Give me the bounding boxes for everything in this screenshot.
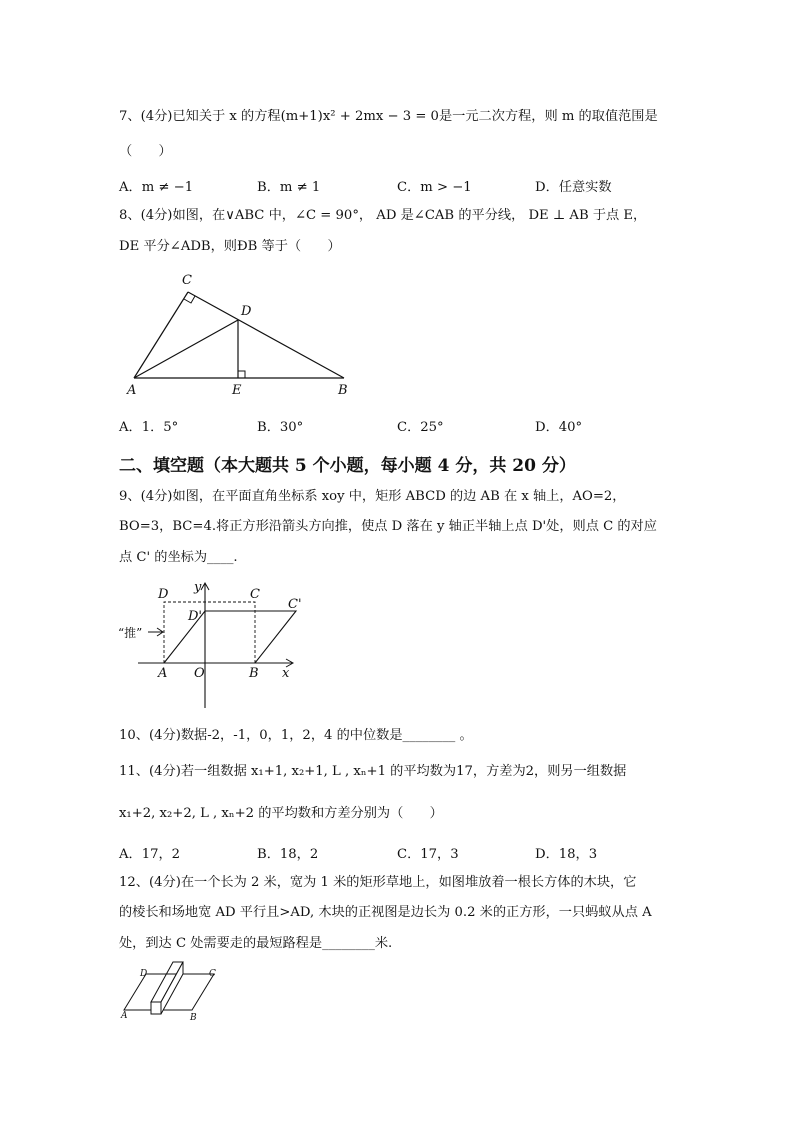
q12-label-c: C <box>209 969 216 979</box>
q12-label-d: D <box>140 969 148 979</box>
q12-block-side <box>161 962 183 1014</box>
q8-label-d: D <box>241 304 252 319</box>
q12-label-b: B <box>190 1013 197 1023</box>
q12-wooden-block-figure <box>118 958 228 1022</box>
q9-label-d-prime: D' <box>188 609 202 624</box>
q12-stem-line2: 的棱长和场地宽 AD 平行且>AD, 木块的正视图是边长为 0.2 米的正方形，一只蚂蚁从点 A <box>119 905 652 920</box>
q8-option-a[interactable]: A．1．5° <box>119 420 179 435</box>
q12-label-a: A <box>121 1011 128 1021</box>
q10-stem-line1: 10、(4分)数据-2，-1，0，1，2，4 的中位数是________ 。 <box>119 728 473 743</box>
q11-option-d[interactable]: D．18，3 <box>535 847 598 862</box>
q9-label-c-prime: C' <box>288 597 302 612</box>
q7-option-c[interactable]: C．m > −1 <box>397 180 472 195</box>
q7-stem-line1: 7、(4分)已知关于 x 的方程(m+1)x² + 2mx − 3 = 0是一元二次方程，则 m 的取值范围是 <box>119 109 658 124</box>
q11-option-b[interactable]: B．18，2 <box>257 847 319 862</box>
q9-parallelogram <box>164 611 296 663</box>
q9-label-d: D <box>158 587 169 602</box>
q9-label-push: “推” <box>118 626 143 640</box>
q8-stem-line2: DE 平分∠ADB，则ÐB 等于（ ） <box>119 239 341 254</box>
q11-stem-line2: x₁+2, x₂+2, L , xₙ+2 的平均数和方差分别为（ ） <box>119 806 443 821</box>
q7-stem-line2: （ ） <box>119 144 172 159</box>
q8-label-a: A <box>127 383 137 398</box>
q9-stem-line2: BO=3，BC=4.将正方形沿箭头方向推，使点 D 落在 y 轴正半轴上点 D'处，则点 C 的对应 <box>119 519 657 534</box>
q9-label-b: B <box>249 666 259 681</box>
q9-stem-line1: 9、(4分)如图，在平面直角坐标系 xoy 中，矩形 ABCD 的边 AB 在 x 轴上，AO=2， <box>119 489 626 504</box>
q9-label-c: C <box>250 587 260 602</box>
q9-label-x: x <box>282 666 290 681</box>
q8-label-e: E <box>232 383 242 398</box>
q7-option-b[interactable]: B．m ≠ 1 <box>257 180 321 195</box>
q8-right-angle-e <box>238 371 245 378</box>
q8-label-b: B <box>338 383 348 398</box>
q8-stem-line1: 8、(4分)如图，在∨ABC 中，∠C = 90°， AD 是∠CAB 的平分线， DE ⊥ AB 于点 E， <box>119 208 647 223</box>
section-2-heading: 二、填空题（本大题共 5 个小题，每小题 4 分，共 20 分） <box>119 456 576 476</box>
q8-label-c: C <box>182 273 192 288</box>
q9-label-y: y <box>194 580 202 595</box>
q7-option-d[interactable]: D．任意实数 <box>535 180 612 195</box>
q11-stem-line1: 11、(4分)若一组数据 x₁+1, x₂+1, L , xₙ+1 的平均数为17，方差为2，则另一组数据 <box>119 764 627 779</box>
q7-option-a[interactable]: A．m ≠ −1 <box>119 180 194 195</box>
q8-option-b[interactable]: B．30° <box>257 420 304 435</box>
q8-side-ca <box>134 292 188 378</box>
q9-coordinate-figure <box>118 580 308 710</box>
q8-option-d[interactable]: D．40° <box>535 420 583 435</box>
q8-option-c[interactable]: C．25° <box>397 420 444 435</box>
q12-stem-line3: 处，到达 C 处需要走的最短路程是________米. <box>119 936 393 951</box>
q11-option-a[interactable]: A．17，2 <box>119 847 181 862</box>
q9-label-a: A <box>158 666 168 681</box>
q9-label-o: O <box>194 666 205 681</box>
q12-stem-line1: 12、(4分)在一个长为 2 米，宽为 1 米的矩形草地上，如图堆放着一根长方体的木块，它 <box>119 875 637 890</box>
q8-triangle-figure <box>120 268 360 400</box>
q12-block-front <box>151 1002 161 1014</box>
q8-segment-ad <box>134 320 238 378</box>
q8-right-angle-c <box>184 296 195 303</box>
q11-option-c[interactable]: C．17，3 <box>397 847 459 862</box>
q9-stem-line3: 点 C' 的坐标为____. <box>119 550 238 565</box>
